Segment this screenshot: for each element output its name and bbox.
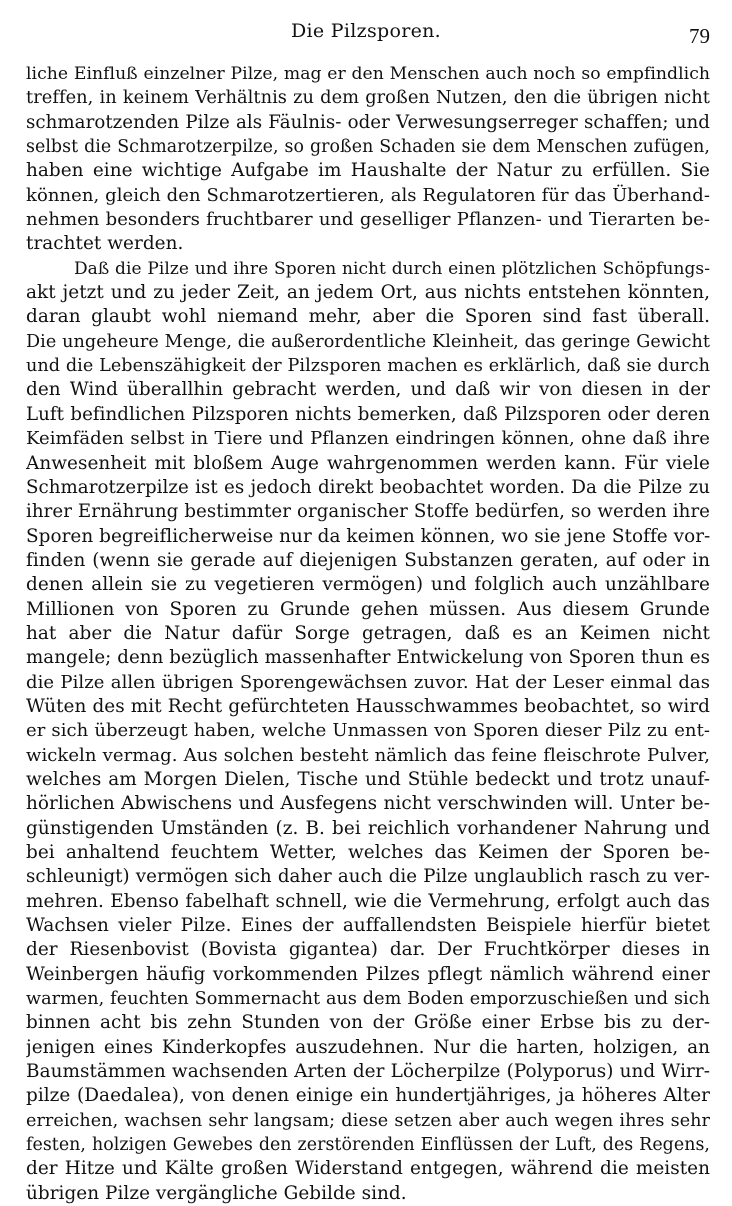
- text-line: Weinbergen häufig vorkommenden Pilzes pflegt nämlich während einer: [26, 963, 710, 985]
- text-line: Wüten des mit Recht gefürchteten Hausschwammes beobachtet, so wird: [26, 695, 710, 717]
- text-line: welches am Morgen Dielen, Tische und Stühle bedeckt und trotz unauf-: [26, 768, 710, 790]
- text-line: Anwesenheit mit bloßem Auge wahrgenommen werden kann. Für viele: [26, 452, 710, 474]
- page-number: 79: [689, 24, 710, 48]
- text-line: Wachsen vieler Pilze. Eines der auffallendsten Beispiele hierfür bietet: [26, 915, 710, 937]
- text-line: nehmen besonders fruchtbarer und geselliger Pflanzen- und Tierarten be-: [26, 209, 710, 231]
- text-line: erreichen, wachsen sehr langsam; diese setzen aber auch wegen ihres sehr: [26, 1110, 710, 1131]
- text-line: Baumstämmen wachsenden Arten der Löcherpilze (Polyporus) und Wirr-: [26, 1061, 710, 1083]
- text-line: und die Lebenszähigkeit der Pilzsporen machen es erklärlich, daß sie durch: [26, 356, 710, 377]
- text-line: Millionen von Sporen zu Grunde gehen müssen. Aus diesem Grunde: [26, 598, 710, 620]
- text-line: mehren. Ebenso fabelhaft schnell, wie die Vermehrung, erfolgt auch das: [26, 890, 710, 912]
- text-line: trachtet werden.: [26, 233, 184, 255]
- text-line: jenigen eines Kinderkopfes auszudehnen. Nur die harten, holzigen, an: [26, 1036, 710, 1058]
- text-line: pilze (Daedalea), von denen einige ein hundertjähriges, ja höheres Alter: [26, 1085, 710, 1107]
- text-line: Schmarotzerpilze ist es jedoch direkt beobachtet worden. Da die Pilze zu: [26, 476, 710, 498]
- body-text: [26, 62, 710, 1206]
- text-line: liche Einfluß einzelner Pilze, mag er den Menschen auch noch so empfindlich: [26, 64, 710, 84]
- text-line: Keimfäden selbst in Tiere und Pflanzen eindringen können, ohne daß ihre: [26, 428, 710, 450]
- running-head: [0, 18, 732, 48]
- text-line: wickeln vermag. Aus solchen besteht nämlich das feine fleischrote Pulver,: [26, 744, 710, 766]
- text-line: übrigen Pilze vergängliche Gebilde sind.: [26, 1182, 407, 1204]
- text-line: Die ungeheure Menge, die außerordentliche Kleinheit, das geringe Gewicht: [26, 331, 710, 352]
- text-line: er sich überzeugt haben, welche Unmassen von Sporen dieser Pilz zu ent-: [26, 720, 710, 742]
- text-line: hat aber die Natur dafür Sorge getragen, daß es an Keimen nicht: [26, 622, 710, 644]
- text-line: schleunigt) vermögen sich daher auch die Pilze unglaublich rasch zu ver-: [26, 866, 710, 888]
- text-line: die Pilze allen übrigen Sporengewächsen zuvor. Hat der Leser einmal das: [26, 671, 710, 693]
- text-line: ihrer Ernährung bestimmter organischer Stoffe bedürfen, so werden ihre: [26, 501, 710, 523]
- text-line: selbst die Schmarotzerpilze, so großen Schaden sie dem Menschen zufügen,: [26, 137, 710, 158]
- text-line: haben eine wichtige Aufgabe im Haushalte der Natur zu erfüllen. Sie: [26, 160, 710, 182]
- text-line: warmen, feuchten Sommernacht aus dem Boden emporzuschießen und sich: [26, 989, 710, 1010]
- text-line: binnen acht bis zehn Stunden von der Größe einer Erbse bis zu der-: [26, 1012, 710, 1034]
- page-title: Die Pilzsporen.: [291, 20, 441, 42]
- text-line: treffen, in keinem Verhältnis zu dem großen Nutzen, den die übrigen nicht: [26, 87, 710, 109]
- text-line: können, gleich den Schmarotzertieren, als Regulatoren für das Überhand-: [26, 184, 710, 206]
- text-line: Sporen begreiflicherweise nur da keimen können, wo sie jene Stoffe vor-: [26, 525, 710, 547]
- text-line: der Hitze und Kälte großen Widerstand entgegen, während die meisten: [26, 1158, 710, 1180]
- text-line: Luft befindlichen Pilzsporen nichts bemerken, daß Pilzsporen oder deren: [26, 403, 710, 425]
- text-line: günstigenden Umständen (z. B. bei reichlich vorhandener Nahrung und: [26, 817, 710, 839]
- text-line: hörlichen Abwischens und Ausfegens nicht verschwinden will. Unter be-: [26, 793, 710, 815]
- text-line: mangele; denn bezüglich massenhafter Entwickelung von Sporen thun es: [26, 647, 710, 669]
- text-line: den Wind überallhin gebracht werden, und daß wir von diesen in der: [26, 379, 710, 401]
- text-line: festen, holzigen Gewebes den zerstörenden Einflüssen der Luft, des Regens,: [26, 1135, 710, 1156]
- text-line: schmarotzenden Pilze als Fäulnis- oder Verwesungserreger schaffen; und: [26, 111, 710, 133]
- text-line: akt jetzt und zu jeder Zeit, an jedem Ort, aus nichts entstehen könnten,: [26, 282, 710, 304]
- text-line: Daß die Pilze und ihre Sporen nicht durch einen plötzlichen Schöpfungs-: [74, 258, 710, 279]
- text-line: der Riesenbovist (Bovista gigantea) dar. Der Fruchtkörper dieses in: [26, 939, 710, 961]
- text-line: bei anhaltend feuchtem Wetter, welches das Keimen der Sporen be-: [26, 842, 710, 863]
- text-line: denen allein sie zu vegetieren vermögen) und folglich auch unzählbare: [26, 574, 710, 596]
- text-line: finden (wenn sie gerade auf diejenigen Substanzen geraten, auf oder in: [26, 549, 710, 571]
- text-line: daran glaubt wohl niemand mehr, aber die Sporen sind fast überall.: [26, 306, 710, 328]
